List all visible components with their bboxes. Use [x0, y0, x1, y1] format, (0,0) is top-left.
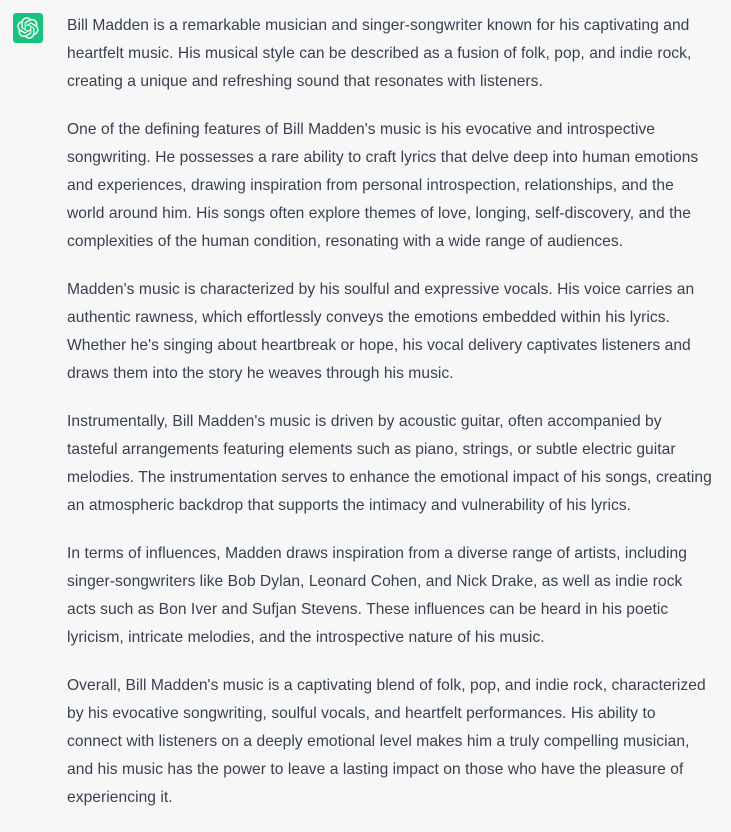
message-paragraph: One of the defining features of Bill Madden's music is his evocative and introspective songwriting. He possesses a rare ability to craft lyrics that delve deep into human emotions and experiences, drawing inspiration from personal introspection, relationships, and the world around him. His songs often explore themes of love, longing, self-discovery, and the complexities of the human condition, resonating with a wide range of audiences.	[67, 121, 699, 250]
message-paragraph: Instrumentally, Bill Madden's music is driven by acoustic guitar, often accompanied by tasteful arrangements featuring elements such as piano, strings, or subtle electric guitar melodies. The instrumentation serves to enhance the emotional impact of his songs, creating an atmospheric backdrop that supports the intimacy and vulnerability of his lyrics.	[67, 413, 712, 514]
message-paragraph: Bill Madden is a remarkable musician and singer-songwriter known for his captivating and heartfelt music. His musical style can be described as a fusion of folk, pop, and indie rock, creating a unique and refreshing sound that resonates with listeners.	[67, 17, 692, 90]
assistant-avatar	[13, 13, 43, 43]
chatgpt-logo-icon	[17, 17, 39, 39]
message-paragraph: Overall, Bill Madden's music is a captivating blend of folk, pop, and indie rock, characterized by his evocative songwriting, soulful vocals, and heartfelt performances. His ability to connect with listeners on a deeply emotional level makes him a truly compelling musician, and his music has the power to leave a lasting impact on those who have the pleasure of experiencing it.	[67, 677, 706, 806]
message-paragraph: In terms of influences, Madden draws inspiration from a diverse range of artists, including singer-songwriters like Bob Dylan, Leonard Cohen, and Nick Drake, as well as indie rock acts such as Bon Iver and Sufjan Stevens. These influences can be heard in his poetic lyricism, intricate melodies, and the introspective nature of his music.	[67, 545, 687, 646]
message-paragraph: Madden's music is characterized by his soulful and expressive vocals. His voice carries an authentic rawness, which effortlessly conveys the emotions embedded within his lyrics. Whether he's singing about heartbreak or hope, his vocal delivery captivates listeners and draws them into the story he weaves through his music.	[67, 281, 695, 382]
message-content	[67, 12, 713, 832]
